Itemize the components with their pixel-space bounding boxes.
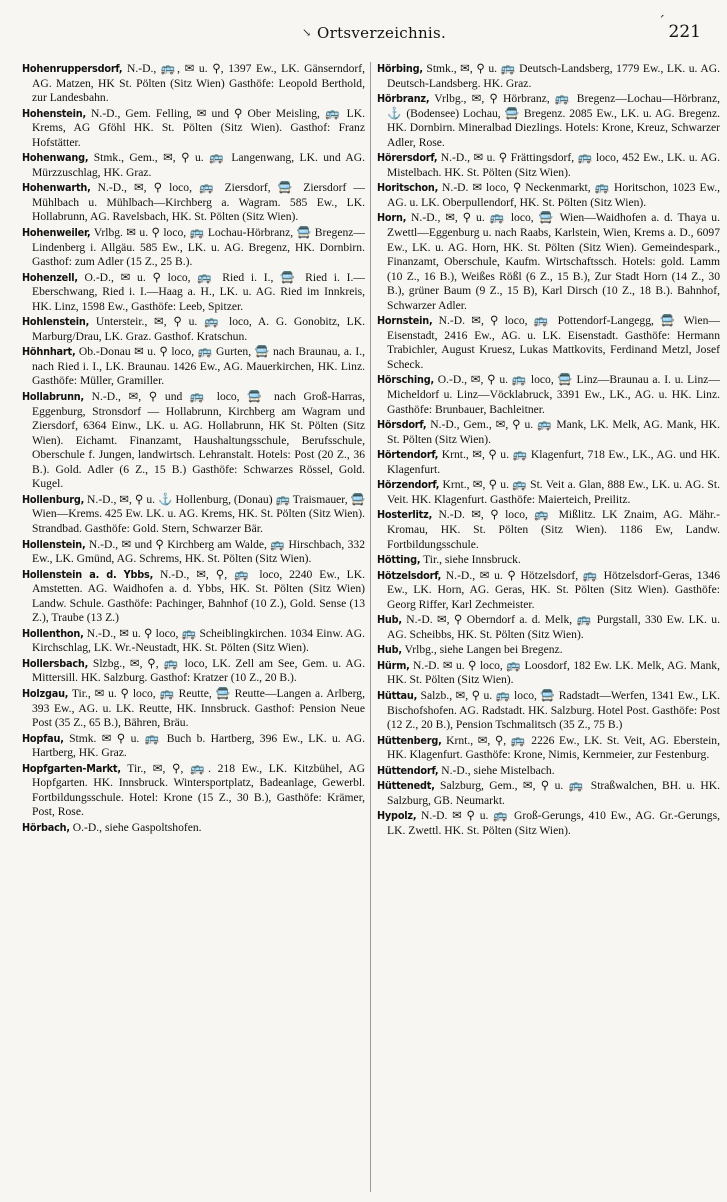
entry-headword: Hüttenedt,: [377, 779, 435, 793]
entry-text: N.-D., ✉, ⚲ loco, 🚌 Ziersdorf, 🚍 Ziersdorf — Mühlbach u. Mühlbach—Kirchberg a. Wagram. 585 Ew., LK. Hollabrunn, AG. Ravelsbach, HK. St. Pölten (Sitz Wien).: [32, 181, 365, 224]
entry-headword: Hohenruppersdorf,: [22, 62, 123, 75]
entry-text: N.-D., ✉, ⚲, 🚌 loco, 2240 Ew., LK. Amstetten. AG. Waidhofen a. d. Ybbs, HK. St. Pölten (Sitz Wien) Landw. Schule. Gasthöfe: Pachinger, Bahnhof (10 Z.), Gold. Sense (13 Z.), Traube (13 Z.): [32, 567, 365, 625]
entry-text: Krnt., ✉, ⚲, 🚌 2226 Ew., LK. St. Veit, AG. Eberstein, HK. Klagenfurt. Gasthöfe: Krone, Nimis, Kernmeier, zur Festenburg.: [387, 733, 720, 762]
entry-headword: Holzgau,: [22, 686, 69, 700]
entry-text: Tir., ✉ u. ⚲ loco, 🚌 Reutte, 🚍 Reutte—Langen a. Arlberg, 393 Ew., AG. u. LK. Reutte, HK. Innsbruck. Gasthof: Pension Neue Post (35 Z., 65 B.), Bähren, Bräu.: [32, 686, 365, 730]
entry-headword: Hüttau,: [377, 688, 418, 702]
directory-entry: [377, 734, 720, 763]
directory-entry: [22, 271, 365, 315]
entry-text: Stmk., Gem., ✉, ⚲ u. 🚌 Langenwang, LK. und AG. Mürzzuschlag, HK. Graz.: [32, 151, 365, 179]
directory-entry: [22, 762, 365, 820]
directory-entry: [377, 418, 720, 447]
entry-text: N.-D., ✉ u. ⚲ Frättingsdorf, 🚌 loco, 452 Ew., LK. u. AG. Mistelbach. HK. St. Pölten (Sitz Wien).: [387, 151, 720, 179]
entry-text: Tir., siehe Innsbruck.: [420, 553, 521, 567]
entry-text: N.-D., ✉ u. ⚲ loco, 🚌 Scheiblingkirchen. 1034 Einw. AG. Kirchschlag, LK. Wr.-Neustadt, HK. St. Pölten (Sitz Wien).: [32, 626, 365, 655]
directory-entry: [377, 689, 720, 733]
left-column: [22, 62, 365, 1192]
right-column: [377, 62, 720, 1192]
entry-headword: Hopfgarten-Markt,: [22, 761, 121, 775]
entry-headword: Hörtendorf,: [377, 448, 439, 462]
entry-text: Krnt., ✉, ⚲ u. 🚌 Klagenfurt, 718 Ew., LK., AG. und HK. Klagenfurt.: [387, 448, 720, 476]
directory-entry: [22, 345, 365, 389]
entry-text: Salzb., ✉, ⚲ u. 🚌 loco, 🚍 Radstadt—Werfen, 1341 Ew., LK. Bischofshofen. AG. Radstadt. HK. Salzburg. Hotel Post. Gasthöfe: Post (12 Z., 20 B.), Pension Tschmalitsch (35 Z., 75 B.): [387, 688, 720, 732]
entry-headword: Hollenstein a. d. Ybbs,: [22, 567, 154, 581]
directory-entry: [22, 538, 365, 567]
entry-headword: Hollenthon,: [22, 626, 84, 640]
entry-headword: Hypolz,: [377, 809, 417, 823]
entry-text: Tir., ✉, ⚲, 🚌. 218 Ew., LK. Kitzbühel, AG Hopfgarten. HK. Innsbruck. Wintersportplatz, Badeanlage, Gewerbl. Fortbildungsschule. Hotel: Krone (15 Z., 30 B.), Gasthöfe: Krämer, Post, Rose.: [32, 761, 365, 819]
entry-headword: Hörsdorf,: [377, 418, 427, 432]
entry-headword: Höhnhart,: [22, 345, 76, 359]
entry-text: Salzburg, Gem., ✉, ⚲ u. 🚌 Straßwalchen, BH. u. HK. Salzburg, GB. Neumarkt.: [387, 779, 720, 807]
entry-headword: Hub,: [377, 643, 402, 657]
entry-text: Stmk., ✉, ⚲ u. 🚌 Deutsch-Landsberg, 1779 Ew., LK. u. AG. Deutsch-Landsberg. HK. Graz.: [387, 62, 720, 90]
entry-headword: Hohenweiler,: [22, 226, 91, 240]
directory-entry: [22, 493, 365, 537]
entry-text: N.-D., ✉ und ⚲ Kirchberg am Walde, 🚌 Hirschbach, 332 Ew., LK. Gmünd, AG. Schrems, HK. St. Pölten (Sitz Wien).: [32, 537, 365, 566]
entry-headword: Hötzelsdorf,: [377, 568, 442, 582]
entry-headword: Hohenzell,: [22, 270, 78, 284]
directory-entry: [22, 821, 365, 836]
entry-text: N.-D., 🚌, ✉ u. ⚲, 1397 Ew., LK. Gänserndorf, AG. Matzen, HK St. Pölten (Sitz Wien) Gasthöfe: Leopold Berthold, zur Landesbahn.: [32, 62, 365, 105]
directory-entry: [22, 315, 365, 344]
entry-text: N.-D., siehe Mistelbach.: [438, 763, 555, 777]
entry-headword: Horitschon,: [377, 181, 439, 195]
entry-headword: Hörbranz,: [377, 92, 430, 106]
entry-text: N.-D., Gem. Felling, ✉ und ⚲ Ober Meisling, 🚌 LK. Krems, AG Gföhl HK. St. Pölten (Sitz Wien). Gasthof: Franz Hofstätter.: [32, 106, 365, 149]
entry-headword: Hornstein,: [377, 314, 433, 328]
entry-text: Vrlbg., ✉, ⚲ Hörbranz, 🚌 Bregenz—Lochau—Hörbranz, ⚓ (Bodensee) Lochau, 🚍 Bregenz. 2085 Ew., LK. u. AG. Bregenz. HK. Dornbirn. Mineralbad Diezlings. Hotels: Krone, Kreuz, Schwarzer Adler, Rose.: [387, 92, 720, 149]
entry-text: Stmk. ✉ ⚲ u. 🚌 Buch b. Hartberg, 396 Ew., LK. u. AG. Hartberg, HK. Graz.: [32, 731, 365, 760]
page-number: 221: [668, 22, 701, 42]
directory-entry: [22, 687, 365, 731]
entry-text: O.-D., ✉, ⚲ u. 🚌 loco, 🚍 Linz—Braunau a. I. u. Linz—Micheldorf u. Linz—Vöcklabruck, 3391 Ew., LK., AG. u. HK. Linz. Gasthöfe: Brunbauer, Bachleitner.: [387, 373, 720, 416]
entry-text: N.-D., ✉ u. ⚲ Hötzelsdorf, 🚌 Hötzelsdorf-Geras, 1346 Ew., LK. Horn, AG. Geras, HK. St. Pölten (Sitz Wien). Gasthöfe: Georg Riffer, Karl Zechmeister.: [387, 568, 720, 611]
directory-entry: [377, 659, 720, 688]
entry-headword: Hopfau,: [22, 731, 64, 745]
directory-entry: [377, 613, 720, 642]
directory-entry: [377, 373, 720, 417]
entry-text: N.-D. ✉, ⚲ Oberndorf a. d. Melk, 🚌 Purgstall, 330 Ew. LK. u. AG. Scheibbs, HK. St. Pölten (Sitz Wien).: [387, 613, 720, 641]
entry-headword: Hörzendorf,: [377, 478, 440, 492]
entry-text: O.-D., ✉ u. ⚲ loco, 🚌 Ried i. I., 🚍 Ried i. I.—Eberschwang, Ried i. I.—Haag a. H., LK. u. AG. Ried im Innkreis, HK. Linz, 1598 Ew., Gasthöfe: Leeb, Spitzer.: [32, 270, 365, 313]
entry-headword: Hohenstein,: [22, 106, 86, 120]
directory-entry: [22, 732, 365, 761]
directory-entry: [22, 390, 365, 492]
directory-entry: [377, 553, 720, 568]
entry-text: Ob.-Donau ✉ u. ⚲ loco, 🚌 Gurten, 🚍 nach Braunau, a. I., nach Ried i. I., LK. Braunau. 1426 Ew., AG. Mauerkirchen, HK. Linz. Gasthöfe: Müller, Gramiller.: [32, 345, 365, 388]
entry-headword: Hüttenberg,: [377, 733, 442, 747]
entry-headword: Hub,: [377, 613, 402, 627]
entry-text: N.-D. ✉, ⚲ loco, 🚌 Pottendorf-Langegg, 🚍 Wien—Eisenstadt, 2416 Ew., AG. u. LK. Eisenstadt. Gasthöfe: Hermann Trabichler, August Kruesz, Lukas Mattkovits, Ferdinand Metzl, Josef Scheck.: [387, 314, 720, 371]
entry-headword: Hörersdorf,: [377, 151, 438, 165]
entry-text: N.-D. ✉ loco, ⚲ Neckenmarkt, 🚌 Horitschon, 1023 Ew., AG. u. LK. Oberpullendorf, HK. St. Pölten (Sitz Wien).: [387, 181, 720, 209]
entry-headword: Hohenwarth,: [22, 181, 91, 195]
directory-entry: [377, 643, 720, 658]
directory-entry: [377, 151, 720, 180]
entry-text: N.-D. ✉ ⚲ u. 🚌 Groß-Gerungs, 410 Ew., AG. Gr.-Gerungs, LK. Zwettl. HK. St. Pölten (Sitz Wien).: [387, 809, 720, 837]
entry-headword: Hollersbach,: [22, 656, 89, 670]
entry-text: Untersteir., ✉, ⚲ u. 🚌 loco, A. G. Gonobitz, LK. Marburg/Drau, LK. Graz. Gasthof. Kratschun.: [32, 315, 365, 343]
directory-entry: [22, 657, 365, 686]
entry-text: N.-D. ✉ u. ⚲ loco, 🚌 Loosdorf, 182 Ew. LK. Melk, AG. Mank, HK. St. Pölten (Sitz Wien).: [387, 658, 720, 687]
directory-entry: [22, 226, 365, 270]
directory-entry: [377, 181, 720, 210]
entry-headword: Hollenstein,: [22, 537, 86, 551]
page-title: Ortsverzeichnis.: [317, 24, 447, 42]
entry-text: N.-D., ✉, ⚲ und 🚌 loco, 🚍 nach Groß-Harras, Eggenburg, Stronsdorf — Hollabrunn, Kirchberg am Wagram und Ziersdorf, 6364 Einw., LK. u. AG. Hollabrunn, HK St. Pölten (Sitz Wien). Eichamt. Finanzamt, Haushaltungsschule, Berufsschule, Oberschule f. Jungen, landwirtsch. Lehranstalt. Hotels: Post (20 Z., 36 B.). Gold. Adler (6 Z., 15 B.) Gasthöfe: Schwarzes Rössel, Gold. Kugel.: [32, 390, 365, 491]
directory-entry: [377, 92, 720, 150]
entry-headword: Hollabrunn,: [22, 390, 84, 404]
entry-text: Vrlbg. ✉ u. ⚲ loco, 🚌 Lochau-Hörbranz, 🚍 Bregenz—Lindenberg i. Allgäu. 585 Ew., LK. u. AG. Bregenz, HK. Dornbirn. Gasthof: zum Adler (15 Z., 25 B.).: [32, 226, 365, 269]
entry-text: N.-D. ✉, ⚲ loco, 🚌 Mißlitz. LK Znaim, AG. Mähr.-Kromau, HK. St. Pölten (Sitz Wien). 1186 Ew, Landw. Fortbildungsschule.: [387, 508, 720, 551]
entry-text: N.-D., ✉, ⚲ u. 🚌 loco, 🚍 Wien—Waidhofen a. d. Thaya u. Zwettl—Eggenburg u. nach Raabs, Karlstein, Wien, Krems a. D., 6097 Ew., LK. u. AG. Horn, HK. St. Pölten (Sitz Wien). Gemeindespark., Finanzamt, Oberschule, Kaufm. Wirtschaftssch. Hotels: gold. Lamm (10 Z., 16 B.), Weißes Rößl (6 Z., 15 B.), Zur Stadt Horn (14 Z., 30 B.), grüner Baum (9 Z., 15 B), Karl Dirsch (10 Z., 18 B.). Bahnhof, Schwarzer Adler.: [387, 211, 720, 312]
directory-entry: [377, 448, 720, 477]
ornament-icon: ↘: [302, 26, 312, 39]
directory-entry: [22, 568, 365, 626]
entry-headword: Hüttendorf,: [377, 763, 439, 777]
entry-headword: Hörbach,: [22, 820, 70, 834]
page-header: [22, 14, 715, 48]
directory-entry: [22, 181, 365, 225]
entry-text: Krnt., ✉, ⚲ u. 🚌 St. Veit a. Glan, 888 Ew., LK. u. AG. St. Veit. HK. Klagenfurt. Gasthöfe: Maierteich, Preilitz.: [387, 478, 720, 506]
entry-text: Vrlbg., siehe Langen bei Bregenz.: [401, 643, 563, 657]
tick-mark-icon: ˊ: [658, 14, 665, 30]
directory-entry: [22, 151, 365, 180]
directory-entry: [377, 569, 720, 613]
entry-headword: Hollenburg,: [22, 492, 85, 506]
directory-entry: [377, 62, 720, 91]
entry-text: O.-D., siehe Gaspoltshofen.: [69, 820, 202, 834]
directory-entry: [377, 211, 720, 313]
directory-entry: [377, 314, 720, 372]
directory-entry: [377, 764, 720, 779]
directory-entry: [377, 508, 720, 552]
entry-headword: Hohlenstein,: [22, 315, 90, 329]
entry-headword: Hosterlitz,: [377, 508, 433, 522]
columns: [22, 62, 720, 1192]
directory-entry: [22, 627, 365, 656]
directory-entry: [377, 478, 720, 507]
directory-entry: [22, 107, 365, 151]
entry-headword: Hohenwang,: [22, 151, 89, 165]
entry-headword: Hörbing,: [377, 62, 423, 75]
entry-text: N.-D., Gem., ✉, ⚲ u. 🚌 Mank, LK. Melk, AG. Mank, HK. St. Pölten (Sitz Wien).: [387, 418, 720, 446]
entry-text: N.-D., ✉, ⚲ u. ⚓ Hollenburg, (Donau) 🚌 Traismauer, 🚍 Wien—Krems. 425 Ew. LK. u. AG. Krems, HK. St. Pölten (Sitz Wien). Strandbad. Gasthöfe: Gold. Stern, Schwarzer Bär.: [32, 492, 365, 535]
entry-headword: Hötting,: [377, 553, 421, 567]
directory-entry: [377, 809, 720, 838]
entry-headword: Hürm,: [377, 658, 410, 672]
directory-entry: [22, 62, 365, 106]
entry-headword: Horn,: [377, 211, 407, 225]
entry-text: Slzbg., ✉, ⚲, 🚌 loco, LK. Zell am See, Gem. u. AG. Mittersill. HK. Salzburg. Gasthof: Kratzer (10 Z., 20 B.).: [32, 656, 365, 685]
entry-headword: Hörsching,: [377, 373, 434, 387]
directory-entry: [377, 779, 720, 808]
column-divider: [370, 62, 371, 1192]
